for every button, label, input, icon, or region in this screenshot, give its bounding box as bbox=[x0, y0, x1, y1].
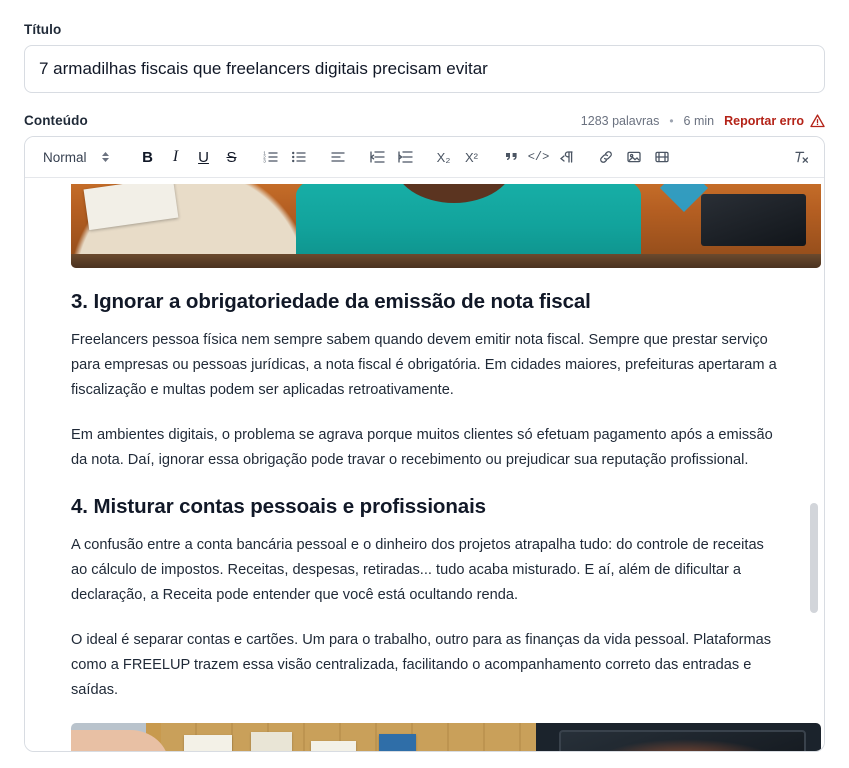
clear-format-icon[interactable] bbox=[788, 144, 814, 170]
rich-text-editor[interactable] bbox=[24, 136, 825, 752]
report-error-label: Reportar erro bbox=[724, 113, 804, 128]
article-image-desk bbox=[71, 178, 821, 268]
paragraph-1: Freelancers pessoa física nem sempre sabem quando devem emitir nota fiscal. Sempre que prestar serviço para empresas ou pessoas jurídicas, a nota fiscal é obrigatória. Em cidades maiores, prefeituras apertaram a fiscalização e multas podem ser aplicadas retroativamente. bbox=[71, 332, 777, 398]
section-heading-3: 3. Ignorar a obrigatoriedade da emissão de nota fiscal bbox=[71, 290, 591, 313]
bold-button[interactable]: B bbox=[142, 148, 153, 166]
editor-scrollbar-track[interactable] bbox=[813, 185, 821, 745]
ordered-list-icon[interactable] bbox=[258, 144, 284, 170]
editor-page bbox=[0, 22, 849, 768]
style-select-label: Normal bbox=[43, 149, 87, 165]
content-header bbox=[24, 113, 825, 128]
document-content[interactable] bbox=[25, 178, 824, 751]
strikethrough-button[interactable]: S bbox=[226, 148, 237, 166]
content-label: Conteúdo bbox=[24, 113, 88, 128]
report-error-button[interactable] bbox=[724, 114, 825, 128]
article-image-monitor bbox=[71, 723, 821, 751]
svg-text:2: 2 bbox=[262, 154, 266, 160]
title-input[interactable] bbox=[24, 45, 825, 93]
blockquote-icon[interactable] bbox=[498, 144, 524, 170]
paragraph-4: O ideal é separar contas e cartões. Um para o trabalho, outro para as finanças da vida pessoal. Plataformas como a FREELUP trazem essa visão centralizada, facilitando o acompanhamento correto das entradas e saídas. bbox=[71, 632, 772, 698]
superscript-button[interactable]: X² bbox=[465, 149, 479, 165]
bullet-list-icon[interactable] bbox=[286, 144, 312, 170]
svg-text:3: 3 bbox=[262, 158, 266, 164]
image-icon[interactable] bbox=[621, 144, 647, 170]
read-time: 6 min bbox=[683, 113, 715, 128]
editor-toolbar bbox=[25, 137, 824, 178]
code-block-icon[interactable]: </> bbox=[527, 150, 550, 164]
editor-scrollbar-thumb[interactable] bbox=[810, 503, 818, 613]
content-top-mask bbox=[26, 178, 823, 184]
text-direction-icon[interactable] bbox=[554, 144, 580, 170]
title-label: Título bbox=[24, 22, 62, 37]
outdent-icon[interactable] bbox=[364, 144, 390, 170]
align-icon[interactable] bbox=[325, 144, 351, 170]
italic-button[interactable]: I bbox=[172, 148, 179, 165]
underline-button[interactable]: U bbox=[198, 148, 209, 166]
video-icon[interactable] bbox=[649, 144, 675, 170]
subscript-button[interactable]: X₂ bbox=[436, 149, 451, 165]
paragraph-3: A confusão entre a conta bancária pessoal e o dinheiro dos projetos atrapalha tudo: do controle de receitas ao cálculo de impostos. Receitas, despesas, retiradas... tudo acaba misturado. E aí, além de dificultar a declaração, a Receita pode entender que você está ocultando renda. bbox=[71, 537, 764, 603]
paragraph-2: Em ambientes digitais, o problema se agrava porque muitos clientes só efetuam pagamento após a emissão da nota. Daí, ignorar essa obrigação pode travar o recebimento ou prejudicar sua reputação profissional. bbox=[71, 427, 773, 468]
svg-text:1: 1 bbox=[262, 150, 266, 156]
link-icon[interactable] bbox=[593, 144, 619, 170]
indent-icon[interactable] bbox=[392, 144, 418, 170]
word-count: 1283 palavras bbox=[580, 113, 660, 128]
style-select[interactable] bbox=[35, 147, 116, 168]
section-heading-4: 4. Misturar contas pessoais e profissionais bbox=[71, 495, 486, 518]
warning-triangle-icon bbox=[810, 114, 825, 128]
content-meta bbox=[581, 114, 825, 128]
chevron-updown-icon bbox=[101, 151, 110, 163]
meta-separator: • bbox=[669, 113, 674, 128]
